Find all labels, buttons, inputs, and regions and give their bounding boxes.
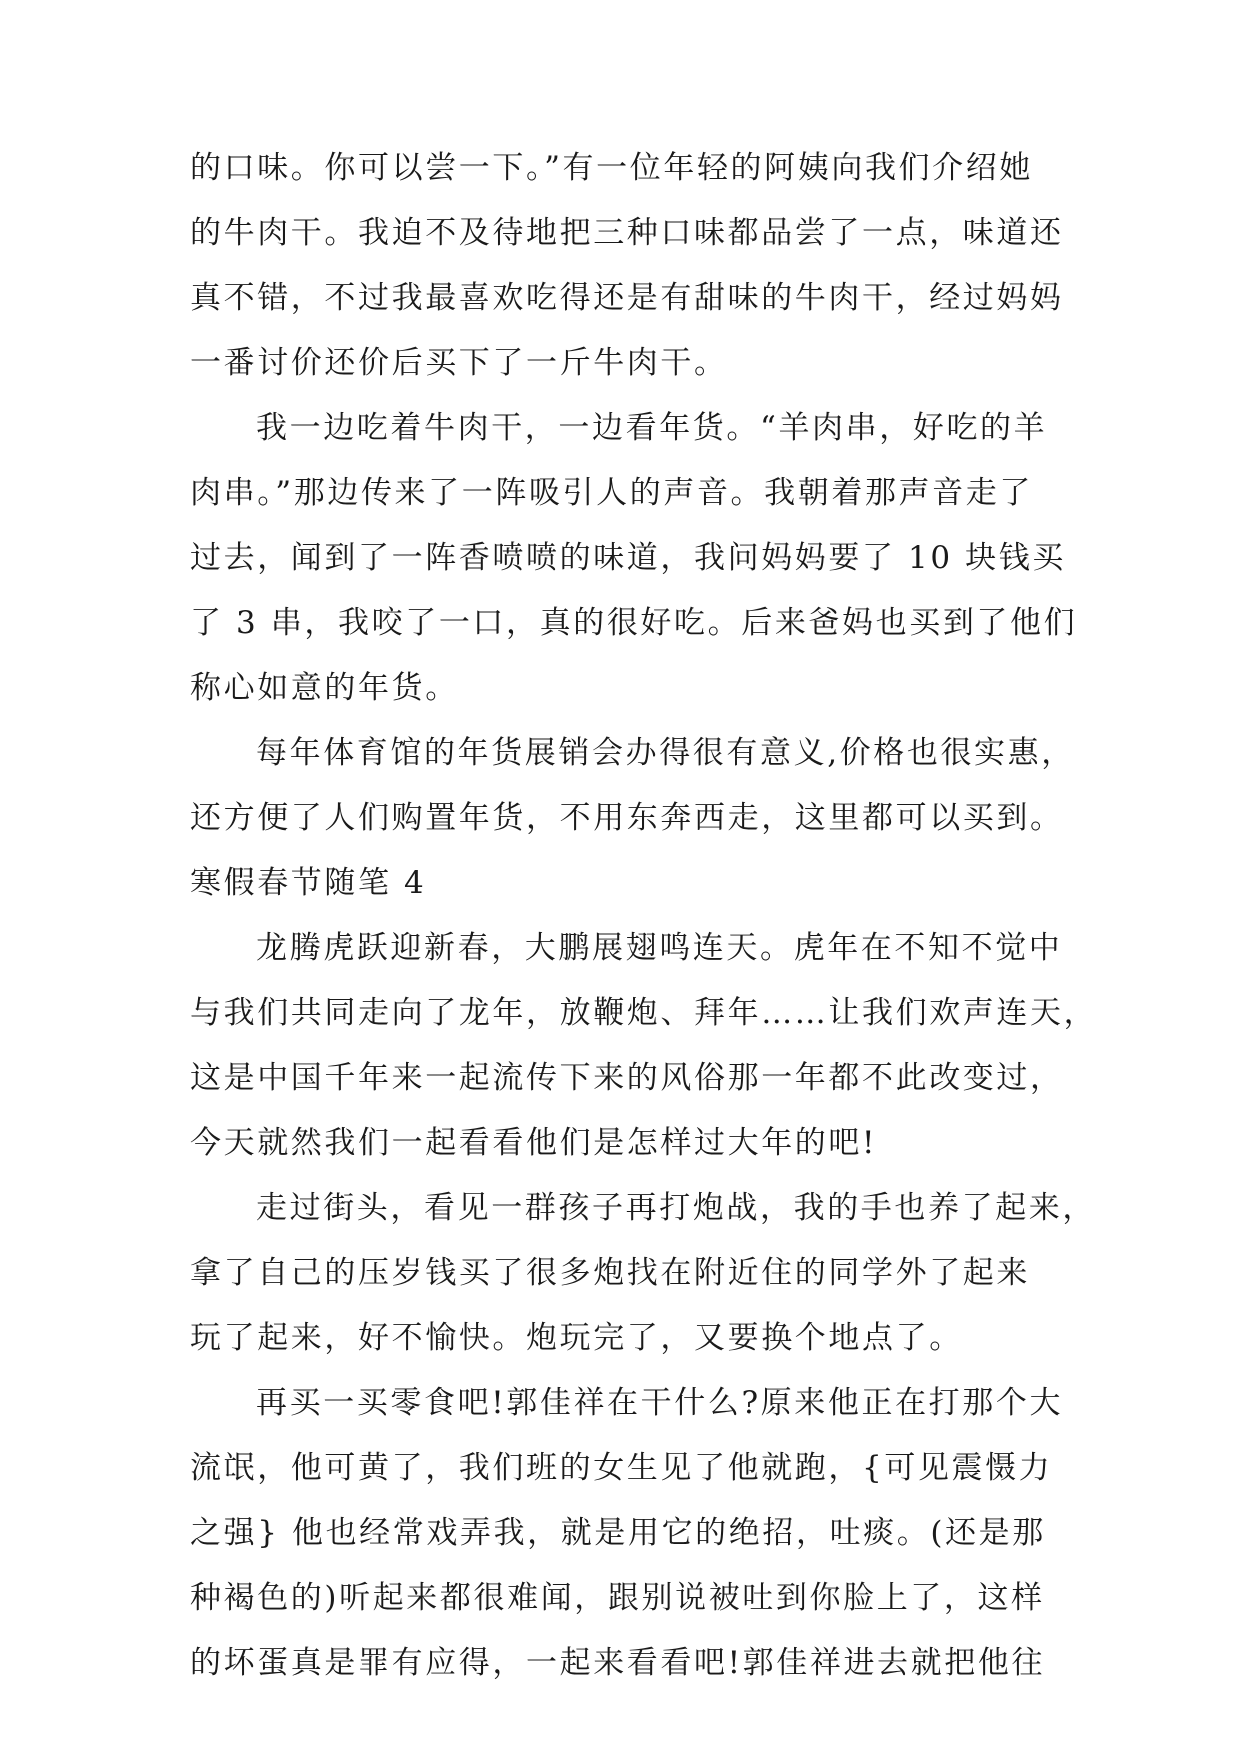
text-line: 这是中国千年来一起流传下来的风俗那一年都不此改变过， xyxy=(190,1060,1064,1096)
paragraph-first-line: 龙腾虎跃迎新春，大鹏展翅鸣连天。虎年在不知不觉中 xyxy=(256,930,1063,966)
text-line: 过去，闻到了一阵香喷喷的味道，我问妈妈要了 10 块钱买 xyxy=(190,540,1066,576)
text-line: 拿了自己的压岁钱买了很多炮找在附近住的同学外了起来 xyxy=(190,1255,1030,1291)
text-line: 肉串。”那边传来了一阵吸引人的声音。我朝着那声音走了 xyxy=(190,475,1033,511)
section-title: 寒假春节随笔 4 xyxy=(190,865,427,901)
paragraph-first-line: 再买一买零食吧!郭佳祥在干什么?原来他正在打那个大 xyxy=(256,1385,1064,1421)
text-line: 的牛肉干。我迫不及待地把三种口味都品尝了一点，味道还 xyxy=(190,215,1064,251)
paragraph-first-line: 走过街头，看见一群孩子再打炮战，我的手也养了起来， xyxy=(256,1190,1096,1226)
text-line: 的口味。你可以尝一下。”有一位年轻的阿姨向我们介绍她 xyxy=(190,150,1033,186)
paragraph-first-line: 每年体育馆的年货展销会办得很有意义,价格也很实惠， xyxy=(256,735,1075,771)
text-line: 与我们共同走向了龙年，放鞭炮、拜年……让我们欢声连天， xyxy=(190,995,1098,1031)
text-line: 今天就然我们一起看看他们是怎样过大年的吧! xyxy=(190,1125,878,1161)
text-line: 一番讨价还价后买下了一斤牛肉干。 xyxy=(190,345,728,381)
text-line: 称心如意的年货。 xyxy=(190,670,459,706)
text-line: 了 3 串，我咬了一口，真的很好吃。后来爸妈也买到了他们 xyxy=(190,605,1078,641)
text-line: 的坏蛋真是罪有应得，一起来看看吧!郭佳祥进去就把他往 xyxy=(190,1645,1046,1681)
text-line: 玩了起来，好不愉快。炮玩完了，又要换个地点了。 xyxy=(190,1320,963,1356)
paragraph-first-line: 我一边吃着牛肉干，一边看年货。“羊肉串，好吃的羊 xyxy=(256,410,1048,446)
text-line: 种褐色的)听起来都很难闻，跟别说被吐到你脸上了，这样 xyxy=(190,1580,1045,1616)
text-line: 之强} 他也经常戏弄我，就是用它的绝招，吐痰。(还是那 xyxy=(190,1515,1046,1551)
text-line: 流氓，他可黄了，我们班的女生见了他就跑，{可见震慑力 xyxy=(190,1450,1053,1486)
text-line: 还方便了人们购置年货，不用东奔西走，这里都可以买到。 xyxy=(190,800,1064,836)
text-line: 真不错，不过我最喜欢吃得还是有甜味的牛肉干，经过妈妈 xyxy=(190,280,1064,316)
